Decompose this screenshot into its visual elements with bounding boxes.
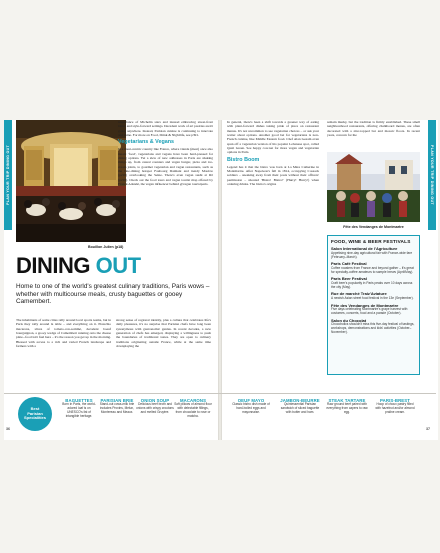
festival-scene-image <box>327 152 420 222</box>
art-nouveau-interior-image <box>16 120 126 242</box>
festival-name: Rue de marché Traiz'Aviature <box>331 291 387 297</box>
badge-line-3: Specialities <box>23 415 46 421</box>
right-section-tab: PLAN YOUR TRIP DINING OUT <box>428 120 436 230</box>
speciality-name: JAMBON-BEURRE <box>280 398 320 403</box>
speciality-name: STEAK TARTARE <box>328 398 366 403</box>
festival-description: A newish Asian street food festival in the 13e (September). <box>331 296 414 301</box>
speciality-name: ONION SOUP <box>140 398 170 403</box>
speciality-paris-brest <box>374 398 416 415</box>
festival-description: Appetising nine-day agricultural fair with France-wide fare (February–March). <box>331 250 413 259</box>
restaurant-photo <box>16 120 126 242</box>
bistro-body: Legend has it that the bistro was born at La Mère Catherine in Montmartre. After Napoleon's fall in 1814, occupying Cossack soldiers – sneaking away from their posts without their officers' permission – shouted 'Bistro! Bistro!' (Hurry! Hurry!) when ordering drinks. The bistro's origins <box>227 164 319 187</box>
left-section-tab: PLAN YOUR TRIP DINING OUT <box>4 120 12 230</box>
festival-description: Craft beer's popularity in Paris peaks over 10 days across the city (May). <box>331 281 413 289</box>
speciality-name: PARIS-BREST <box>380 398 410 403</box>
festival-description: Five days celebrating Montmartre's grape harvest with costumes, concerts, food and a parade (October). <box>331 307 408 316</box>
right-page-number: 37 <box>426 427 430 431</box>
festival-name: Fête des Vendanges de Montmartre <box>331 302 399 308</box>
festival-name: Paris Café Festival <box>331 261 367 267</box>
speciality-jambon-beurre <box>278 398 322 415</box>
festivals-box <box>327 235 420 375</box>
speciality-macarons <box>174 398 212 419</box>
speciality-name: OEUF MAYO <box>237 398 265 403</box>
vegetarian-body: In a meat-centric country like France, where viande (meat) once also meant 'food', vegetarians and vegans have been hard-pressed for dining options. Yet a slew of new addresses in Paris are shaking things up, from casual counters and vegan burger, pizza and ice-cream joints, to gourmet vegetarian and vegan restaurants, such as the fine-dining hotspot Faubourg Daimant and trendy Maslow (p218) overlooking the Seine. There's even vegan sushi at Rō (p218). Check out the food tours and vegan tourist map offered by Franck Adandé, the vegan influencer behind @vegan touristparis. <box>118 147 213 187</box>
speciality-description: Classic bistro dish made of hard-boiled eggs and mayonnaise. <box>232 402 270 415</box>
right-body-column-2: remain murky, but the tradition is firmly established. These small neighbourhood restaurants, offering chalkboard menus, are often decorated with a zinc-topped bar and mosaic floors. In recent years, concern for the <box>327 120 420 138</box>
speciality-name: PARISIAN BRIE <box>100 398 134 403</box>
speciality-baguettes <box>60 398 98 419</box>
vegetarian-heading: Vegetarians & Vegans <box>118 139 175 146</box>
left-body-column-3 <box>118 120 213 186</box>
speciality-steak-tartare <box>326 398 368 415</box>
festival-item <box>331 262 416 275</box>
speciality-description: Delicious beef broth and onions with crispy croutons and melted Gruyère. <box>136 402 174 415</box>
festival-item <box>331 277 416 290</box>
lede-paragraph: Home to one of the world's greatest culinary traditions, Paris wows – whether with multicourse meals, crusty baguettes or gooey Camembert. <box>16 283 210 305</box>
speciality-description: Stand-out cows-milk brie includes Provins, Melun, Montereau and Meaux. <box>99 402 135 415</box>
badge-line-2: Parisian <box>27 410 43 416</box>
festival-photo-caption: Fête des Vendanges de Montmartre <box>343 225 404 229</box>
speciality-name: BAGUETTES <box>65 398 93 403</box>
festival-item <box>331 247 416 260</box>
festival-name: Paris Beer Festival <box>331 276 367 282</box>
speciality-description: Raw ground beef paired with everything from capers to raw egg. <box>326 402 368 415</box>
title-word-2: OUT <box>95 253 141 278</box>
left-body-column-1: The inhabitants of some cities rally around local sports teams, but in Paris they rally around la table – and everything on it. Pistachio macarons, slices of tomato-con-sommé, decadent boeuf bourguignon, a gooey wedge of Camembert running onto the cheese plate...food isn't fuel here – it's the reason you get up in the morning. Blessed with access to a rich and varied French landscape and farmers with a <box>16 318 111 349</box>
left-body-column-2: strong sense of regional identity, plus a culture that celebrates life's daily pleasures, it's no surprise that Parisian chefs have long been synonymous with gastronomic genius. In recent decades, a new generation of chefs has emerged, displaying a willingness to push the boundaries of traditional tastes. They are open to culinary traditions originating outside France, while at the same time downplaying the <box>116 318 211 349</box>
festival-item <box>331 292 416 301</box>
main-photo-caption: Bouillon Julien (p18) <box>88 245 124 249</box>
speciality-description: Born in Paris, the world-adored loaf is on UNESCO's list of intangible heritage. <box>62 402 96 418</box>
festival-item <box>331 304 416 317</box>
speciality-oeuf-mayo <box>232 398 270 415</box>
badge-line-1: Best <box>30 405 40 411</box>
speciality-name: MACARONS <box>179 398 207 403</box>
festival-description: Coffee roasters from France and beyond gather – it's great for specialty-coffee amateurs to sample brews (April/May). <box>331 265 414 274</box>
best-specialities-badge <box>18 397 52 431</box>
title-word-1: DINING <box>16 253 96 278</box>
festivals-heading: FOOD, WINE & BEER FESTIVALS <box>331 239 411 244</box>
left-page-number: 36 <box>6 427 10 431</box>
festival-name: Salon International de l'Agriculture <box>331 246 398 251</box>
book-gutter <box>218 120 222 440</box>
intro-continued: importance of Michelin stars and instead embracing street-front bistro and style-forward settings. Decadent work of art pastries aren't going anywhere. Instead, Parisian cuisine is continuing to innovate and shine. For more on Food, Drink & Nightlife, see p391. <box>118 120 213 138</box>
speciality-parisian-brie <box>98 398 136 415</box>
festival-description: Chocoholics shouldn't miss this five-day festival of tastings, workshops, demonstrations and kids' activities (October–November). <box>331 322 415 335</box>
bistro-heading: Bistro Boom <box>227 156 260 163</box>
festival-item <box>331 319 416 336</box>
speciality-description: Quintessential Parisian sandwich of sliced baguette with butter and ham. <box>280 402 320 415</box>
speciality-description: Hoop of choux pastry filled with hazelnut and/or almond praline cream. <box>375 402 415 415</box>
speciality-onion-soup <box>136 398 174 415</box>
speciality-description: Soft pillows of almond flour with delectable fillings, from chocolate to rose or matcha. <box>174 402 212 418</box>
festival-name: Salon du Chocolat <box>331 317 367 323</box>
right-body-column-1 <box>227 120 319 186</box>
harvest-festival-photo <box>327 152 420 222</box>
page-title <box>16 253 141 279</box>
vegetarian-body-continued: In general, there's been a shift towards a greener way of eating with plant-forward dishes taking pride of place on restaurant menus. It's not uncommon to see vegetarian choices – or ask your waiter about options. Another good bet for vegetarians is non-French cuisine, like Middle Eastern food. Chef Alan Geaam even spun off a vegetarian version of his popular Lebanese spot, called Qasti Green. See happy cow.net for more vegan and vegetarian options in Paris. <box>227 120 319 155</box>
